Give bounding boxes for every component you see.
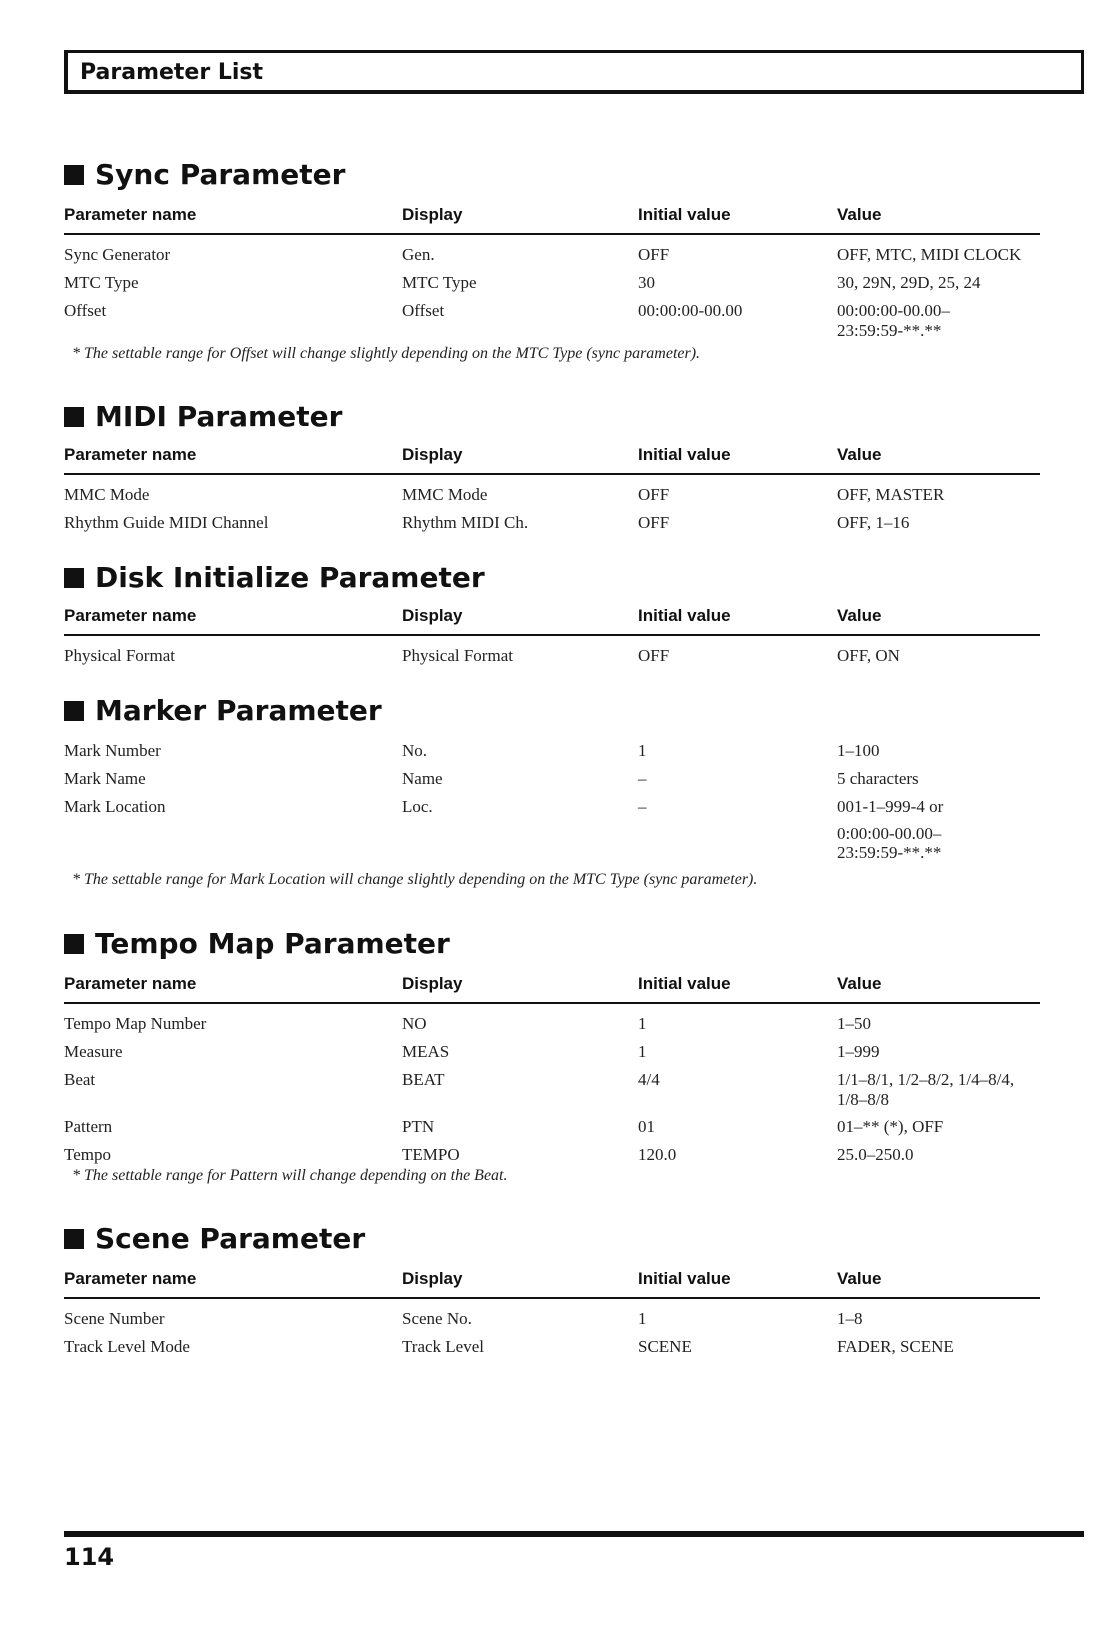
- cell-initial: 1: [638, 741, 647, 760]
- table-row: [64, 1014, 1092, 1042]
- section-title: Tempo Map Parameter: [95, 927, 450, 960]
- cell-name: Tempo: [64, 1145, 111, 1164]
- cell-value: FADER, SCENE: [837, 1337, 954, 1356]
- cell-value-continued: 1/8–8/8: [837, 1090, 889, 1109]
- section-heading: [64, 926, 1092, 962]
- table-row: [64, 769, 1092, 797]
- section-heading: [64, 1221, 1092, 1257]
- section-title: Scene Parameter: [95, 1222, 366, 1255]
- section-heading: [64, 693, 1092, 729]
- column-header-initial: Initial value: [638, 974, 731, 993]
- cell-value: 00:00:00-00.00–: [837, 301, 950, 320]
- cell-initial: 01: [638, 1117, 655, 1136]
- cell-value: 25.0–250.0: [837, 1145, 914, 1164]
- footnote: * The settable range for Mark Location will change slightly depending on the MTC Type (sync parameter).: [72, 871, 758, 888]
- cell-name: Track Level Mode: [64, 1337, 190, 1356]
- column-header-name: Parameter name: [64, 974, 197, 993]
- sync-parameter-section: [64, 157, 1092, 362]
- table-row: [64, 485, 1092, 513]
- cell-value: 1–100: [837, 741, 880, 760]
- cell-name: MTC Type: [64, 273, 139, 292]
- cell-name: Measure: [64, 1042, 123, 1061]
- cell-value: 1–999: [837, 1042, 880, 1061]
- cell-name: Scene Number: [64, 1309, 165, 1328]
- column-header-initial: Initial value: [638, 205, 731, 224]
- cell-initial: 4/4: [638, 1070, 660, 1089]
- table-row: [64, 646, 1092, 674]
- marker-parameter-section: [64, 693, 1092, 888]
- table-row: [64, 797, 1092, 861]
- cell-initial: OFF: [638, 245, 670, 264]
- section-title: MIDI Parameter: [95, 400, 343, 433]
- column-header-value: Value: [837, 445, 882, 464]
- cell-initial: 1: [638, 1309, 647, 1328]
- cell-value: 001-1–999-4 or: [837, 797, 944, 816]
- cell-display: Loc.: [402, 797, 433, 816]
- cell-value: OFF, ON: [837, 646, 900, 665]
- column-header-row: [64, 604, 1040, 636]
- cell-initial: OFF: [638, 485, 670, 504]
- cell-name: Pattern: [64, 1117, 113, 1136]
- column-header-initial: Initial value: [638, 606, 731, 625]
- cell-name: MMC Mode: [64, 485, 150, 504]
- footnote: * The settable range for Offset will change slightly depending on the MTC Type (sync parameter).: [72, 345, 701, 362]
- column-header-display: Display: [402, 445, 463, 464]
- column-header-name: Parameter name: [64, 445, 197, 464]
- cell-value: 01–** (*), OFF: [837, 1117, 944, 1136]
- page-header: [64, 50, 1084, 94]
- footnote: * The settable range for Pattern will change depending on the Beat.: [72, 1167, 508, 1184]
- cell-value-continued: 23:59:59-**.**: [837, 321, 942, 340]
- midi-parameter-section: [64, 399, 1092, 541]
- column-header-display: Display: [402, 205, 463, 224]
- cell-display: NO: [402, 1014, 427, 1033]
- disk-initialize-parameter-section: [64, 560, 1092, 674]
- cell-display: Rhythm MIDI Ch.: [402, 513, 529, 532]
- column-header-value: Value: [837, 205, 882, 224]
- cell-display: Physical Format: [402, 646, 513, 665]
- cell-initial: OFF: [638, 646, 670, 665]
- square-bullet-icon: [64, 934, 84, 954]
- cell-display: Offset: [402, 301, 445, 320]
- table-row: [64, 301, 1092, 345]
- cell-display: No.: [402, 741, 428, 760]
- section-title: Marker Parameter: [95, 694, 382, 727]
- column-header-initial: Initial value: [638, 1269, 731, 1288]
- cell-name: Beat: [64, 1070, 96, 1089]
- cell-name: Sync Generator: [64, 245, 171, 264]
- cell-display: PTN: [402, 1117, 435, 1136]
- column-header-initial: Initial value: [638, 445, 731, 464]
- column-header-row: [64, 1267, 1040, 1299]
- cell-value: 30, 29N, 29D, 25, 24: [837, 273, 981, 292]
- table-row: [64, 1070, 1092, 1117]
- cell-display: MTC Type: [402, 273, 477, 292]
- cell-initial: 1: [638, 1042, 647, 1061]
- column-header-name: Parameter name: [64, 606, 197, 625]
- cell-value: 1–8: [837, 1309, 863, 1328]
- cell-name: Mark Location: [64, 797, 166, 816]
- section-title: Disk Initialize Parameter: [95, 561, 485, 594]
- cell-display: Scene No.: [402, 1309, 472, 1328]
- square-bullet-icon: [64, 1229, 84, 1249]
- cell-value-continued: 23:59:59-**.**: [837, 843, 942, 862]
- column-header-name: Parameter name: [64, 205, 197, 224]
- cell-display: Name: [402, 769, 443, 788]
- cell-initial: 120.0: [638, 1145, 677, 1164]
- cell-initial: 30: [638, 273, 655, 292]
- cell-display: BEAT: [402, 1070, 445, 1089]
- cell-initial: 00:00:00-00.00: [638, 301, 743, 320]
- column-header-name: Parameter name: [64, 1269, 197, 1288]
- cell-name: Tempo Map Number: [64, 1014, 207, 1033]
- cell-initial: SCENE: [638, 1337, 692, 1356]
- cell-value: 5 characters: [837, 769, 919, 788]
- cell-display: Gen.: [402, 245, 435, 264]
- square-bullet-icon: [64, 568, 84, 588]
- table-row: [64, 273, 1092, 301]
- cell-display: Track Level: [402, 1337, 484, 1356]
- page-title: Parameter List: [80, 60, 264, 85]
- cell-display: MMC Mode: [402, 485, 488, 504]
- column-header-value: Value: [837, 1269, 882, 1288]
- cell-name: Mark Number: [64, 741, 161, 760]
- table-row: [64, 1042, 1092, 1070]
- section-title: Sync Parameter: [95, 158, 346, 191]
- column-header-display: Display: [402, 606, 463, 625]
- square-bullet-icon: [64, 701, 84, 721]
- tempo-map-parameter-section: [64, 926, 1092, 1184]
- table-row: [64, 1117, 1092, 1145]
- cell-name: Rhythm Guide MIDI Channel: [64, 513, 269, 532]
- section-heading: [64, 560, 1092, 596]
- cell-initial: –: [638, 797, 647, 816]
- cell-display: MEAS: [402, 1042, 450, 1061]
- cell-display: TEMPO: [402, 1145, 460, 1164]
- cell-initial: –: [638, 769, 647, 788]
- cell-value: 1–50: [837, 1014, 871, 1033]
- table-row: [64, 741, 1092, 769]
- table-row: [64, 513, 1092, 541]
- cell-initial: OFF: [638, 513, 670, 532]
- section-heading: [64, 157, 1092, 193]
- cell-value-continued: 0:00:00-00.00–: [837, 824, 942, 843]
- cell-value: 1/1–8/1, 1/2–8/2, 1/4–8/4,: [837, 1070, 1015, 1089]
- table-row: [64, 245, 1092, 273]
- section-heading: [64, 399, 1092, 435]
- square-bullet-icon: [64, 165, 84, 185]
- cell-initial: 1: [638, 1014, 647, 1033]
- column-header-display: Display: [402, 974, 463, 993]
- column-header-display: Display: [402, 1269, 463, 1288]
- square-bullet-icon: [64, 407, 84, 427]
- scene-parameter-section: [64, 1221, 1092, 1365]
- cell-name: Physical Format: [64, 646, 175, 665]
- column-header-value: Value: [837, 606, 882, 625]
- page-number: 114: [64, 1543, 115, 1571]
- table-row: [64, 1337, 1092, 1365]
- cell-name: Mark Name: [64, 769, 146, 788]
- cell-value: OFF, 1–16: [837, 513, 910, 532]
- column-header-row: [64, 972, 1040, 1004]
- column-header-value: Value: [837, 974, 882, 993]
- footer-rule: [64, 1531, 1084, 1537]
- cell-name: Offset: [64, 301, 107, 320]
- cell-value: OFF, MTC, MIDI CLOCK: [837, 245, 1022, 264]
- table-row: [64, 1309, 1092, 1337]
- column-header-row: [64, 443, 1040, 475]
- cell-value: OFF, MASTER: [837, 485, 945, 504]
- column-header-row: [64, 203, 1040, 235]
